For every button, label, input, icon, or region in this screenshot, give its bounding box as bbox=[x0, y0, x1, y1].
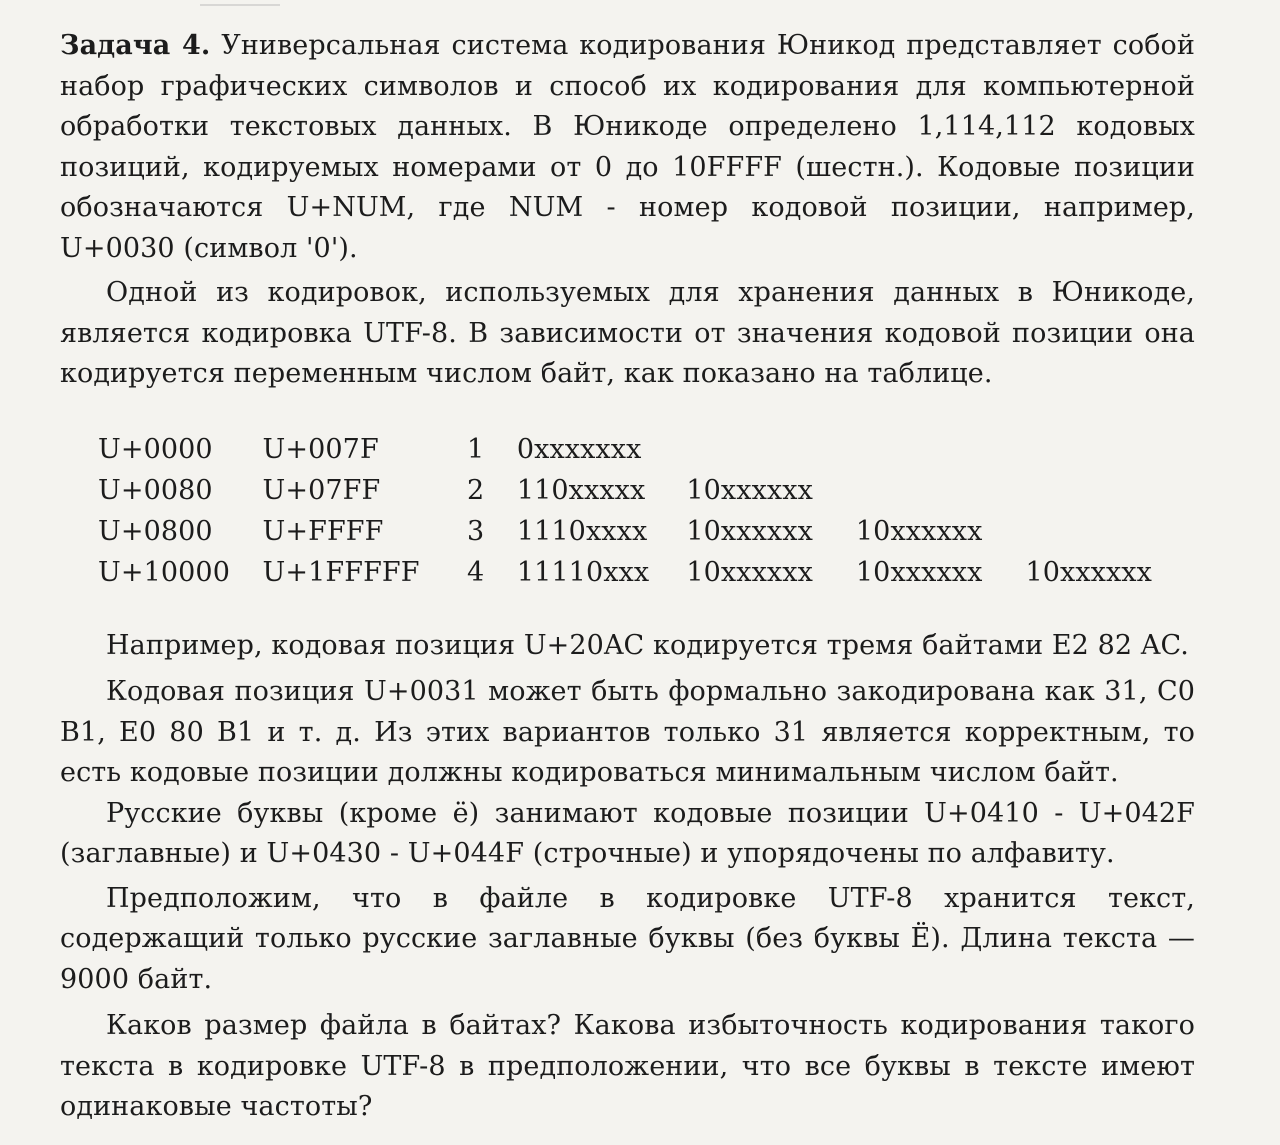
byte-count-cell: 1 bbox=[466, 433, 485, 465]
table-row bbox=[98, 429, 1195, 470]
range-to-cell: U+07FF bbox=[262, 474, 381, 506]
byte-pattern-cell: 10xxxxxx bbox=[1025, 556, 1152, 588]
table-row bbox=[98, 470, 1195, 511]
range-to-cell: U+1FFFFF bbox=[262, 556, 420, 588]
byte-pattern-cell: 10xxxxxx bbox=[855, 556, 983, 588]
minimal-encoding-paragraph: Кодовая позиция U+0031 может быть формально закодирована как 31, C0 B1, E0 80 B1 и т. д. Из этих вариантов только 31 является корректным, то есть кодовые позиции должны кодироваться минимальным числом байт. bbox=[60, 676, 1195, 788]
byte-pattern-cell: 10xxxxxx bbox=[855, 515, 983, 547]
byte-count-cell: 2 bbox=[466, 474, 485, 506]
range-to-cell: U+007F bbox=[262, 433, 379, 465]
byte-pattern-cell: 10xxxxxx bbox=[686, 556, 813, 588]
task-label: Задача 4. bbox=[60, 30, 211, 61]
question-paragraph: Каков размер файла в байтах? Какова избыточность кодирования такого текста в кодировке UTF-8 в предположении, что все буквы в тексте имеют одинаковые частоты? bbox=[60, 1010, 1195, 1122]
byte-pattern-cell bbox=[856, 429, 1026, 470]
range-from-cell: U+10000 bbox=[98, 556, 230, 588]
table-row bbox=[98, 552, 1195, 593]
byte-pattern-cell bbox=[686, 429, 856, 470]
byte-pattern-cell: 0xxxxxxx bbox=[516, 433, 642, 465]
textbook-page bbox=[60, 26, 1195, 1128]
utf8-encoding-table bbox=[98, 429, 1195, 593]
byte-pattern-cell bbox=[1025, 429, 1195, 470]
byte-pattern-cell: 1110xxxx bbox=[516, 515, 648, 547]
range-from-cell: U+0080 bbox=[98, 474, 213, 506]
range-from-cell: U+0800 bbox=[98, 515, 213, 547]
byte-pattern-cell: 10xxxxxx bbox=[686, 474, 813, 506]
byte-pattern-cell: 10xxxxxx bbox=[686, 515, 813, 547]
range-to-cell: U+FFFF bbox=[262, 515, 384, 547]
assumption-paragraph: Предположим, что в файле в кодировке UTF-8 хранится текст, содержащий только русские заглавные буквы (без буквы Ё). Длина текста — 9000 байт. bbox=[60, 882, 1195, 995]
byte-count-cell: 4 bbox=[466, 556, 485, 588]
task-intro-paragraph bbox=[60, 26, 1195, 269]
russian-letters-paragraph: Русские буквы (кроме ё) занимают кодовые позиции U+0410 - U+042F (заглавные) и U+0430 - U+044F (строчные) и упорядочены по алфавиту. bbox=[60, 797, 1195, 869]
scan-edge-mark bbox=[200, 0, 280, 6]
range-from-cell: U+0000 bbox=[98, 433, 213, 465]
task-intro-text: Универсальная система кодирования Юникод представляет собой набор графических символов и способ их кодирования для компьютерной обработки текстовых данных. В Юникоде определено 1,114,112 кодовых позиций, кодируемых номерами от 0 до 10FFFF (шестн.). Кодовые позиции обозначаются U+NUM, где NUM - номер кодовой позиции, например, U+0030 (символ '0'). bbox=[60, 30, 1196, 264]
example-paragraph: Например, кодовая позиция U+20AC кодируется тремя байтами E2 82 AC. bbox=[106, 629, 1189, 661]
table-row bbox=[98, 511, 1195, 552]
byte-pattern-cell bbox=[1025, 470, 1195, 511]
utf8-paragraph: Одной из кодировок, используемых для хранения данных в Юникоде, является кодировка UTF-8. В зависимости от значения кодовой позиции она кодируется переменным числом байт, как показано на таблице. bbox=[60, 277, 1195, 389]
byte-count-cell: 3 bbox=[466, 515, 485, 547]
byte-pattern-cell: 11110xxx bbox=[516, 556, 650, 588]
byte-pattern-cell bbox=[856, 470, 1026, 511]
byte-pattern-cell: 110xxxxx bbox=[516, 474, 646, 506]
byte-pattern-cell bbox=[1025, 511, 1195, 552]
